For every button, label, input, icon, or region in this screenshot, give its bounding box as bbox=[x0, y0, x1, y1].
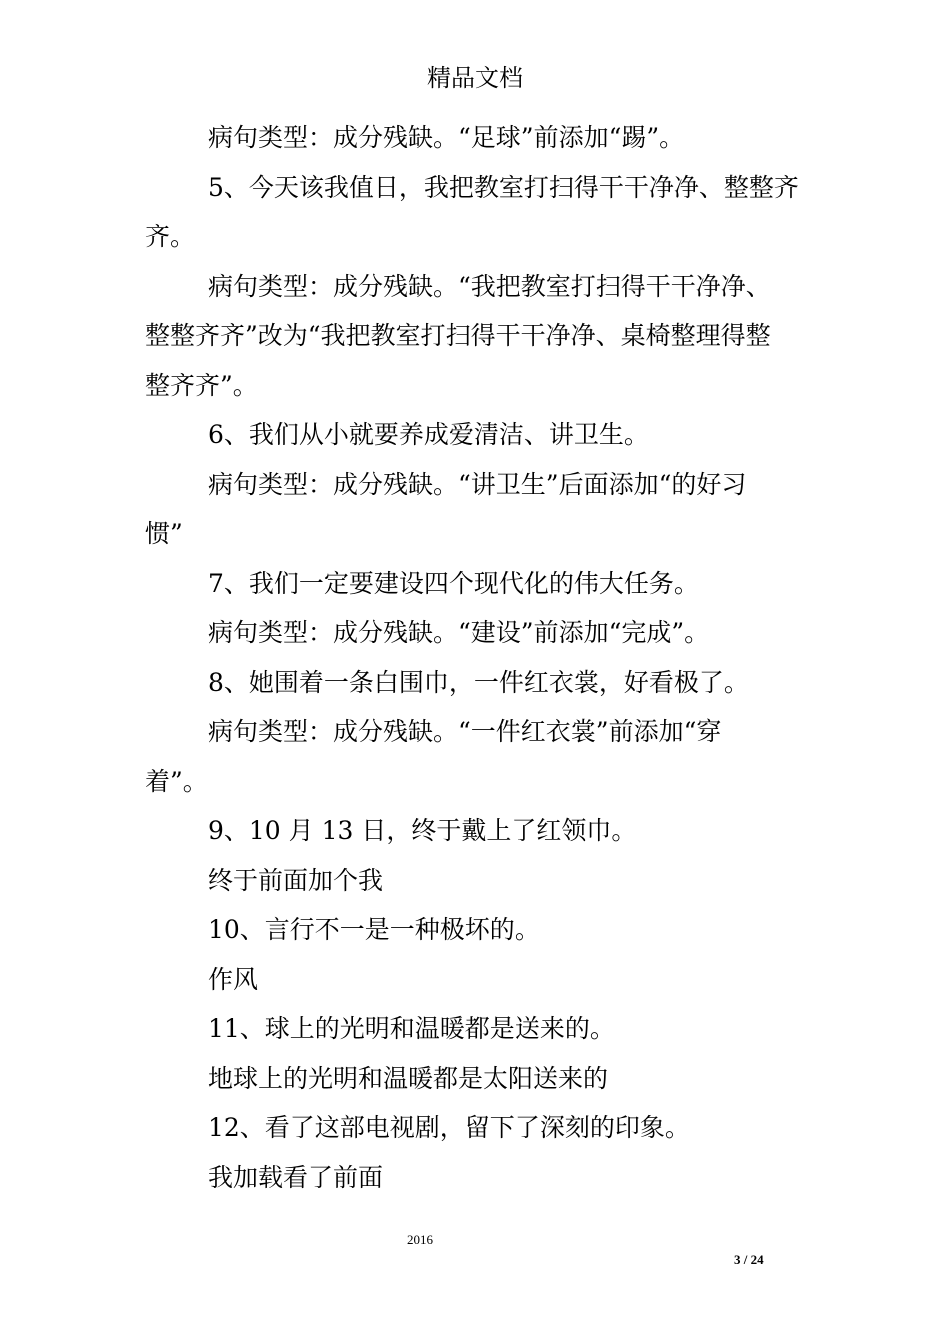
text-line: 病句类型：成分残缺。“讲卫生”后面添加“的好习 bbox=[208, 469, 747, 499]
text-line: 着”。 bbox=[145, 766, 208, 796]
text-line: 病句类型：成分残缺。“一件红衣裳”前添加“穿 bbox=[208, 717, 722, 746]
text-line: 9、10 月 13 日，终于戴上了红领巾。 bbox=[208, 816, 637, 845]
text-line: 整整齐齐”改为“我把教室打扫得干干净净、桌椅整理得整 bbox=[145, 321, 771, 350]
text-line: 整齐齐”。 bbox=[145, 370, 258, 400]
text-line: 11、球上的光明和温暖都是送来的。 bbox=[208, 1014, 615, 1043]
text-line: 病句类型：成分残缺。“足球”前添加“踢”。 bbox=[208, 123, 685, 152]
text-line: 病句类型：成分残缺。“建设”前添加“完成”。 bbox=[208, 618, 710, 647]
page-number: 3 / 24 bbox=[734, 1252, 764, 1267]
text-line: 10、言行不一是一种极坏的。 bbox=[208, 915, 540, 944]
footer-year: 2016 bbox=[407, 1232, 433, 1247]
text-line: 7、我们一定要建设四个现代化的伟大任务。 bbox=[208, 568, 699, 598]
document-body bbox=[145, 113, 805, 1202]
text-line: 5、今天该我值日，我把教室打扫得干干净净、整整齐 bbox=[208, 172, 799, 202]
text-line: 我加载看了前面 bbox=[208, 1162, 384, 1192]
page-header-title: 精品文档 bbox=[427, 64, 523, 92]
text-line: 地球上的光明和温暖都是太阳送来的 bbox=[208, 1063, 609, 1093]
text-line: 作风 bbox=[208, 964, 259, 994]
text-line: 齐。 bbox=[145, 222, 196, 251]
text-line: 8、她围着一条白围巾，一件红衣裳，好看极了。 bbox=[208, 667, 749, 697]
text-line: 终于前面加个我 bbox=[208, 865, 384, 895]
text-line: 病句类型：成分残缺。“我把教室打扫得干干净净、 bbox=[208, 271, 771, 301]
text-line: 12、看了这部电视剧，留下了深刻的印象。 bbox=[208, 1113, 690, 1142]
text-line: 惯” bbox=[145, 519, 183, 548]
text-line: 6、我们从小就要养成爱清洁、讲卫生。 bbox=[208, 420, 649, 449]
